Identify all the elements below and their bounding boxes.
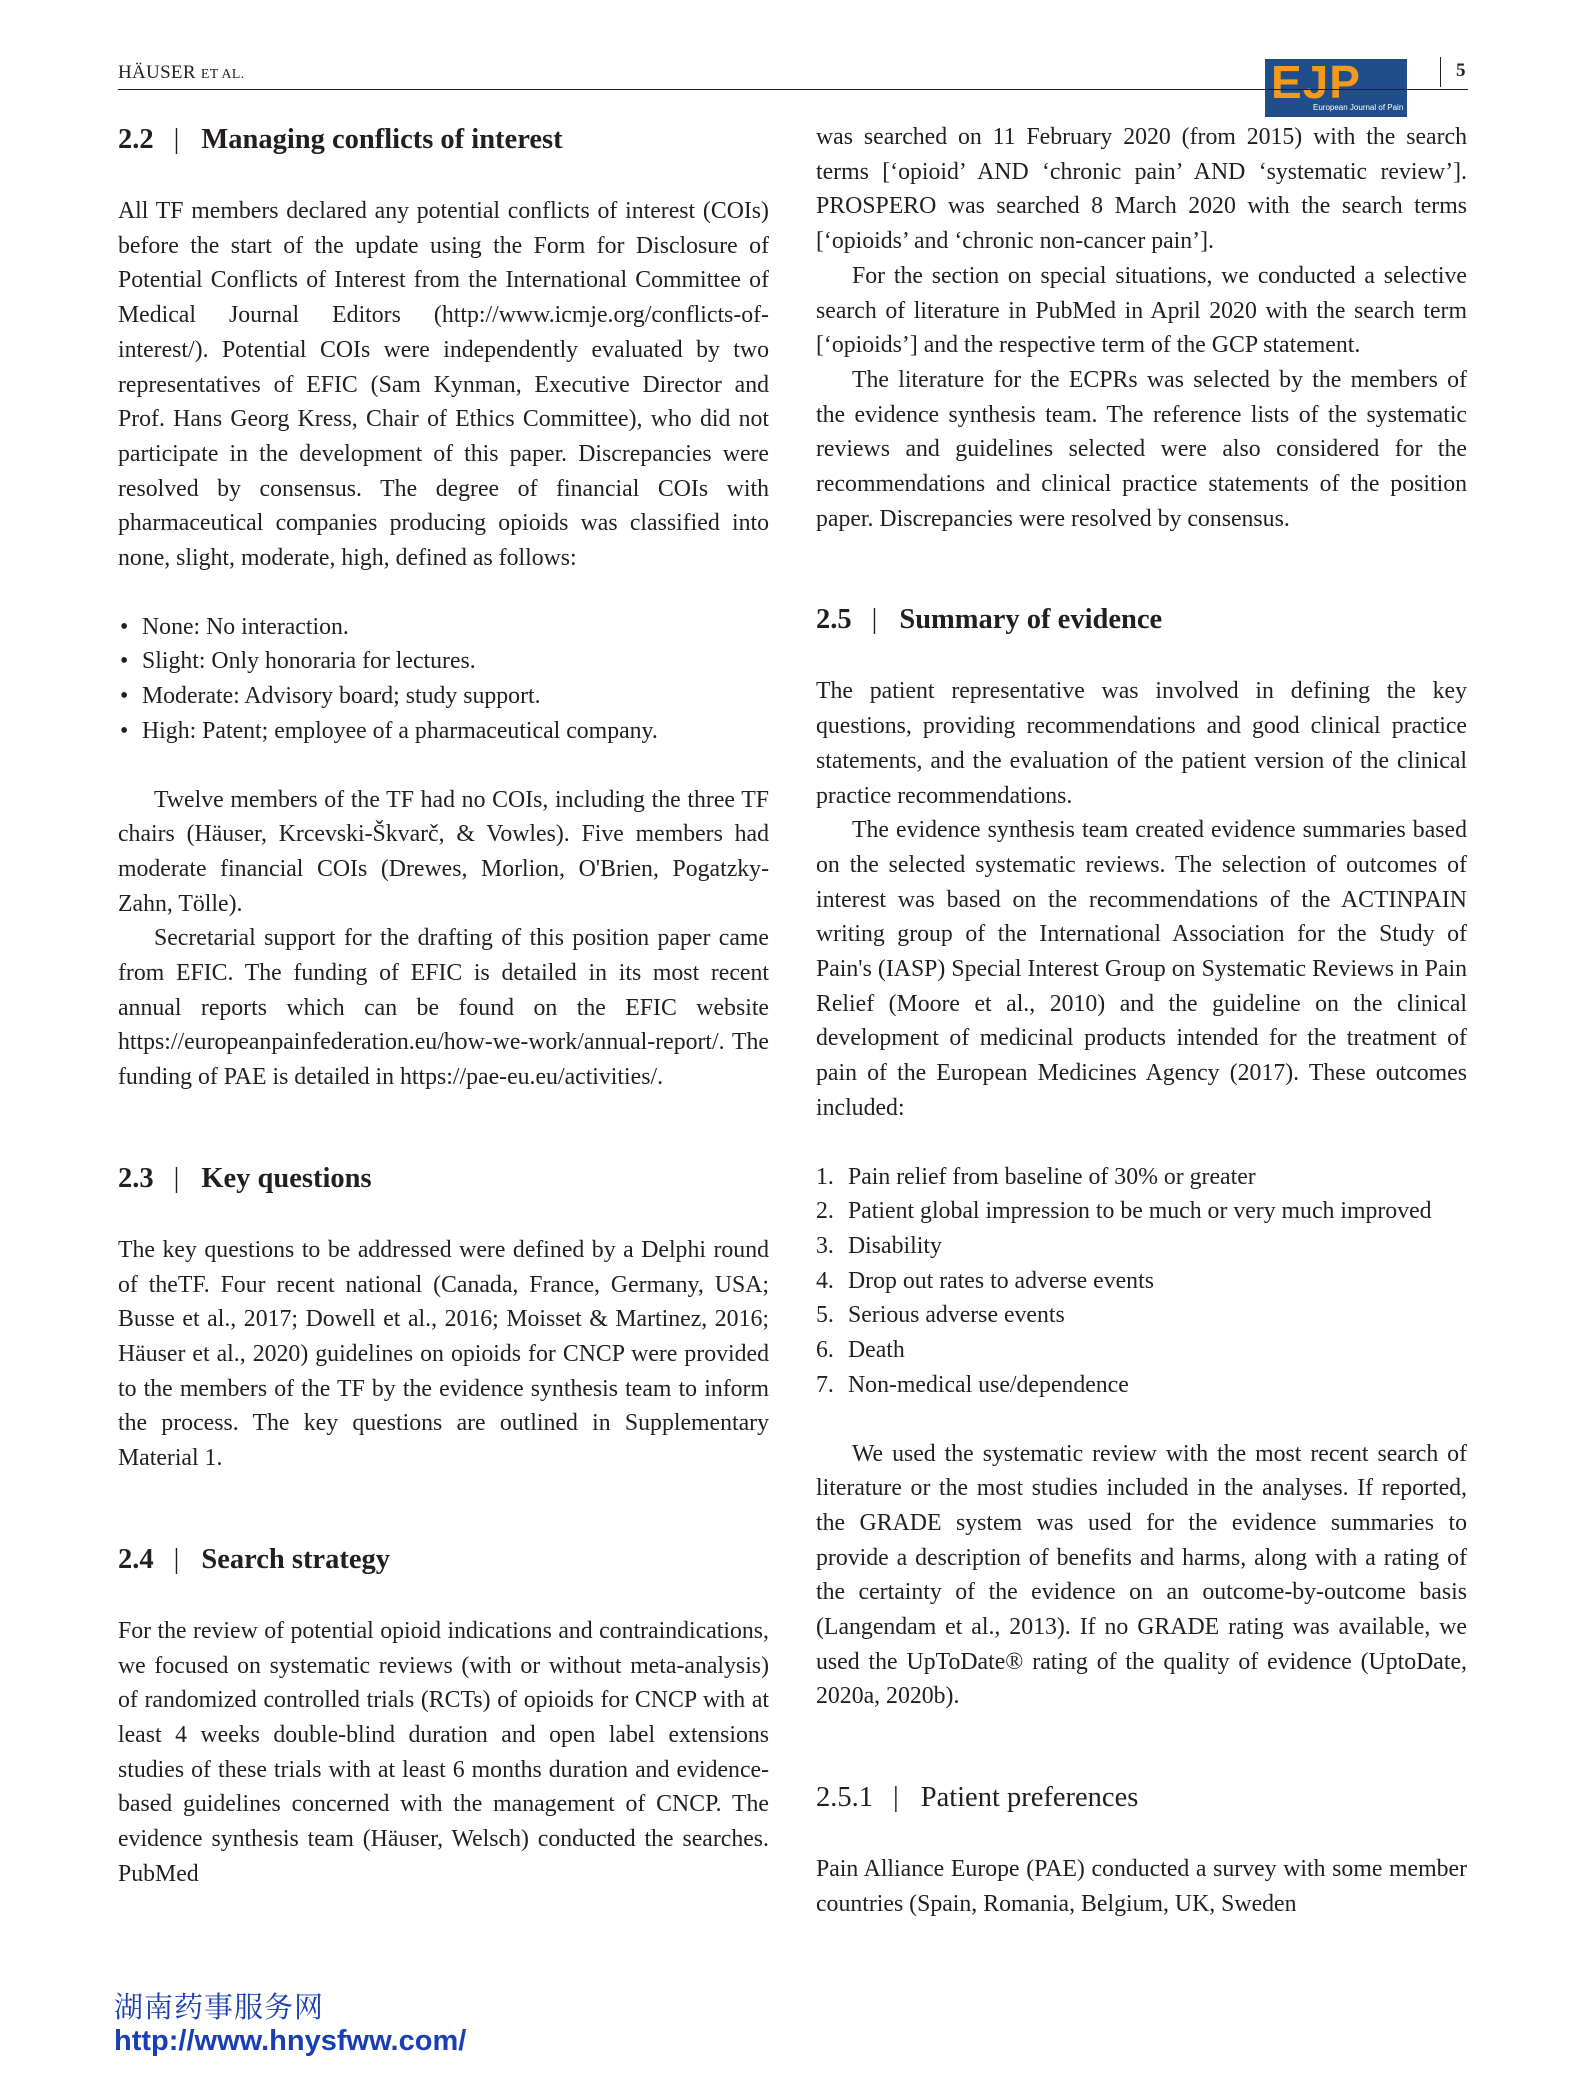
list-item: • High: Patent; employee of a pharmaceutical company. (120, 717, 658, 744)
list-item: 2. Patient global impression to be much or very much improved (816, 1198, 1432, 1225)
journal-logo (1265, 56, 1407, 117)
header-separator (1440, 57, 1441, 87)
paragraph: was searched on 11 February 2020 (from 2015) with the search terms [‘opioid’ AND ‘chronic pain’ AND ‘systematic review’]. PROSPERO was searched 8 March 2020 with the search terms [‘opioids’ and ‘chronic non-cancer pain’]. (816, 124, 1467, 255)
paragraph: We used the systematic review with the most recent search of literature or the most studies included in the analyses. If reported, the GRADE system was used for the evidence summaries to provide a description of benefits and harms, along with a rating of the certainty of the evidence on an outcome-by-outcome basis (Langendam et al., 2013). If no GRADE rating was available, we used the UpToDate® rating of the quality of evidence (UptoDate, 2020a, 2020b). (816, 1440, 1467, 1710)
list-item: 3. Disability (816, 1232, 942, 1259)
section-heading-2-2: 2.2 | Managing conflicts of interest (118, 124, 563, 155)
list-item: 5. Serious adverse events (816, 1302, 1065, 1329)
paragraph: The key questions to be addressed were defined by a Delphi round of theTF. Four recent national (Canada, France, Germany, USA; Busse et al., 2017; Dowell et al., 2016; Moisset & Martinez, 2016; Häuser et al., 2020) guidelines on opioids for CNCP were provided to the members of the TF by the evidence synthesis team to inform the process. The key questions are outlined in Supplementary Material 1. (118, 1236, 769, 1472)
running-head-author: HÄUSER ET AL. (118, 62, 245, 83)
list-item: 4. Drop out rates to adverse events (816, 1267, 1154, 1294)
section-heading-2-5: 2.5 | Summary of evidence (816, 604, 1163, 636)
paragraph: The literature for the ECPRs was selected by the members of the evidence synthesis team. The reference lists of the systematic reviews and guidelines selected were also considered for the recommendations and clinical practice statements of the position paper. Discrepancies were resolved by consensus. (816, 366, 1467, 532)
list-item: 6. Death (816, 1337, 905, 1364)
paragraph: For the review of potential opioid indications and contraindications, we focused on systematic reviews (with or without meta-analysis) of randomized controlled trials (RCTs) of opioids for CNCP with at least 4 weeks double-blind duration and open label extensions studies of these trials with at least 6 months duration and evidence-based guidelines concerned with the management of CNCP. The evidence synthesis team (Häuser, Welsch) conducted the searches. PubMed (118, 1617, 769, 1887)
list-item: • Moderate: Advisory board; study support. (120, 683, 541, 710)
paragraph: For the section on special situations, we conducted a selective search of literature in PubMed in April 2020 with the search term [‘opioids’] and the respective term of the GCP statement. (816, 262, 1467, 359)
page-number: 5 (1456, 60, 1466, 81)
paragraph: Twelve members of the TF had no COIs, including the three TF chairs (Häuser, Krcevski-Škvarč, & Vowles). Five members had moderate financial COIs (Drewes, Morlion, O'Brien, Pogatzky-Zahn, Tölle). (118, 786, 769, 917)
journal-logo-subtext: European Journal of Pain (1313, 103, 1404, 112)
list-item: • None: No interaction. (120, 613, 349, 640)
section-heading-2-4: 2.4 | Search strategy (118, 1543, 390, 1575)
watermark-name: 湖南药事服务网 (114, 1990, 325, 2024)
outcomes-list (816, 1160, 1467, 1403)
journal-logo-text: EJP (1271, 56, 1361, 108)
section-heading-2-5-1: 2.5.1 | Patient preferences (816, 1782, 1139, 1814)
list-item: • Slight: Only honoraria for lectures. (120, 648, 476, 675)
left-column (118, 120, 769, 1891)
coi-levels-list (118, 610, 769, 749)
paragraph: Pain Alliance Europe (PAE) conducted a survey with some member countries (Spain, Romania, Belgium, UK, Sweden (816, 1856, 1467, 1917)
paragraph: Secretarial support for the drafting of this position paper came from EFIC. The funding of EFIC is detailed in its most recent annual reports which can be found on the EFIC website https://europeanpainfederation.eu/how-we-work/annual-report/. The funding of PAE is detailed in https://pae-eu.eu/activities/. (118, 925, 769, 1091)
paragraph: All TF members declared any potential conflicts of interest (COIs) before the start of the update using the Form for Disclosure of Potential Conflicts of Interest from the International Committee of Medical Journal Editors (http://www.icmje.org/conflicts-of-interest/). Potential COIs were independently evaluated by two representatives of EFIC (Sam Kynman, Executive Director and Prof. Hans Georg Kress, Chair of Ethics Committee), who did not participate in the development of this paper. Discrepancies were resolved by consensus. The degree of financial COIs with pharmaceutical companies producing opioids was classified into none, slight, moderate, high, defined as follows: (118, 198, 769, 572)
paragraph: The evidence synthesis team created evidence summaries based on the selected systematic reviews. The selection of outcomes of interest was based on the recommendations of the ACTINPAIN writing group of the International Association for the Study of Pain's (IASP) Special Interest Group on Systematic Reviews in Pain Relief (Moore et al., 2010) and the guideline on the clinical development of medicinal products intended for the treatment of pain of the European Medicines Agency (2017). These outcomes included: (816, 817, 1467, 1121)
list-item: 1. Pain relief from baseline of 30% or greater (816, 1163, 1256, 1190)
section-heading-2-3: 2.3 | Key questions (118, 1162, 372, 1194)
paragraph: The patient representative was involved in defining the key questions, providing recommendations and good clinical practice statements, and the evaluation of the patient version of the clinical practice recommendations. (816, 678, 1467, 809)
right-column (816, 120, 1467, 1922)
header-rule (118, 89, 1468, 90)
list-item: 7. Non-medical use/dependence (816, 1371, 1129, 1398)
watermark-url[interactable]: http://www.hnysfww.com/ (114, 2025, 467, 2057)
site-watermark (114, 1990, 466, 2058)
